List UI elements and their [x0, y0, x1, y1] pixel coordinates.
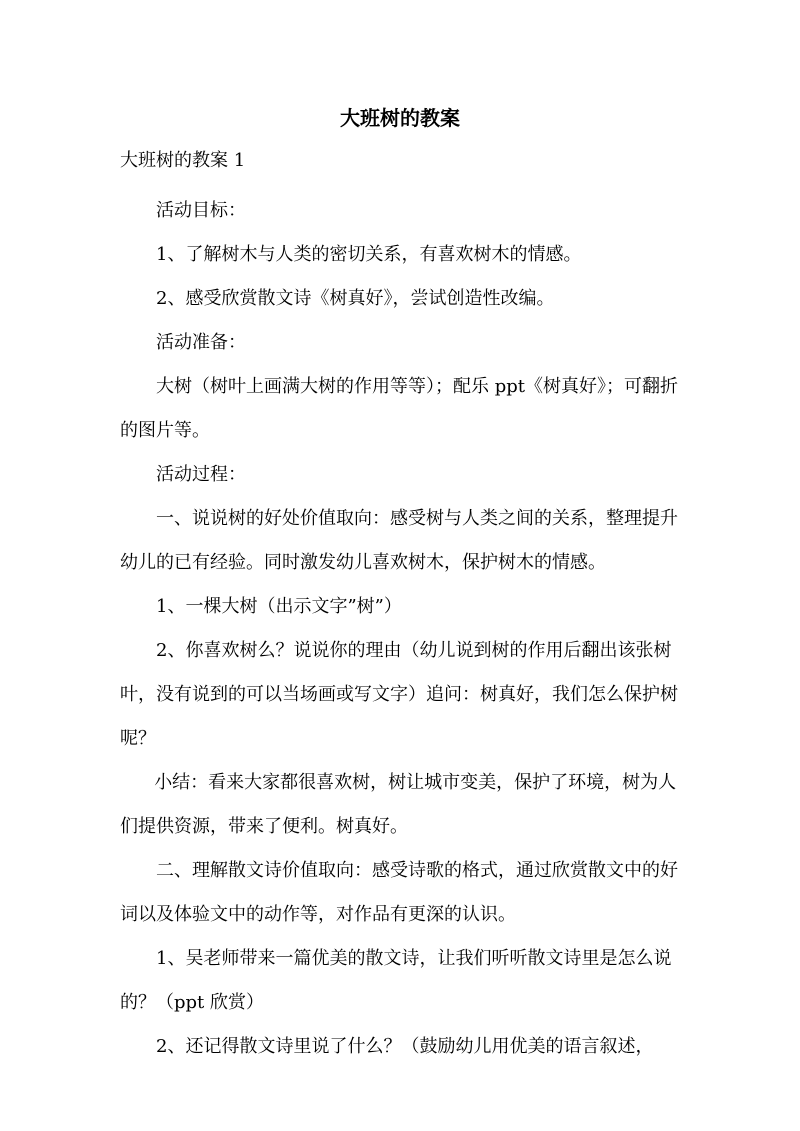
paragraph: 1、了解树木与人类的密切关系，有喜欢树木的情感。 — [156, 244, 582, 265]
paragraph: 2、还记得散文诗里说了什么？（鼓励幼儿用优美的语言叙述， — [156, 1036, 654, 1057]
paragraph: 小结：看来大家都很喜欢树，树让城市变美，保护了环境，树为人们提供资源，带来了便利。树真好。 — [120, 772, 677, 837]
document-subtitle: 大班树的教案 1 — [120, 150, 246, 171]
paragraph: 一、说说树的好处价值取向：感受树与人类之间的关系，整理提升幼儿的已有经验。同时激发幼儿喜欢树木，保护树木的情感。 — [120, 508, 678, 573]
document-body — [120, 189, 688, 1069]
paragraph: 活动过程： — [156, 464, 246, 485]
document-title: 大班树的教案 — [340, 106, 460, 130]
paragraph: 活动准备： — [156, 332, 246, 353]
paragraph: 大树（树叶上画满大树的作用等等）；配乐 ppt《树真好》；可翻折的图片等。 — [120, 376, 678, 441]
paragraph: 活动目标： — [156, 200, 246, 221]
paragraph: 二、理解散文诗价值取向：感受诗歌的格式，通过欣赏散文中的好词以及体验文中的动作等，对作品有更深的认识。 — [120, 860, 678, 925]
paragraph: 2、感受欣赏散文诗《树真好》，尝试创造性改编。 — [156, 288, 555, 309]
paragraph: 2、你喜欢树么？说说你的理由（幼儿说到树的作用后翻出该张树叶，没有说到的可以当场画或写文字）追问：树真好，我们怎么保护树呢？ — [120, 640, 678, 749]
paragraph: 1、吴老师带来一篇优美的散文诗，让我们听听散文诗里是怎么说的？（ppt 欣赏） — [120, 948, 672, 1013]
paragraph: 1、一棵大树（出示文字”树”） — [156, 596, 402, 617]
